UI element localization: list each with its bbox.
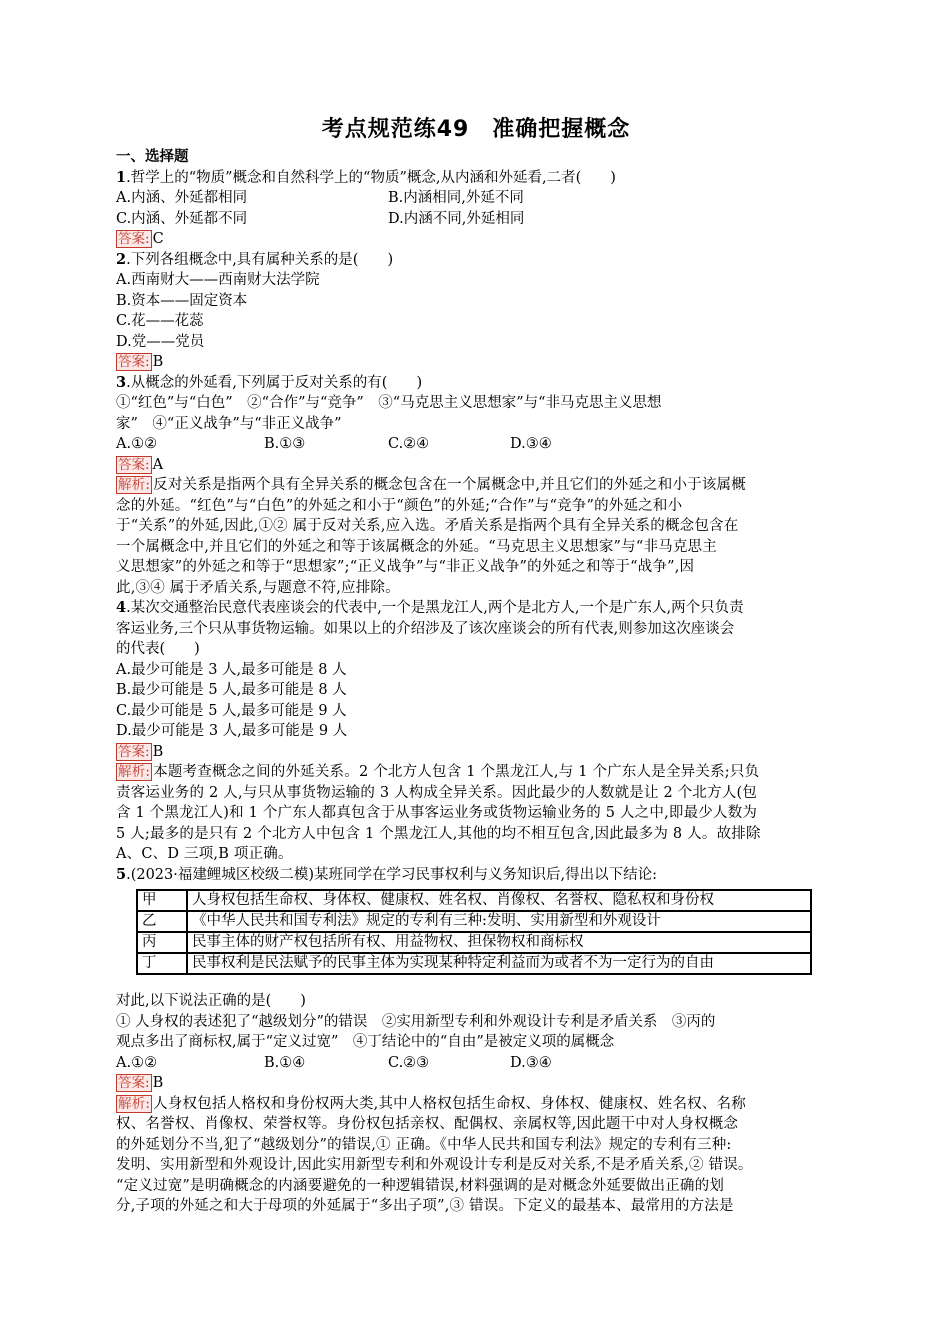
option-a: A.①② — [116, 436, 158, 452]
question-1-stem — [116, 168, 836, 189]
row-value: 民事权利是民法赋予的民事主体为实现某种特定利益而为或者不为一定行为的自由 — [187, 953, 811, 974]
table-row — [137, 932, 811, 953]
option-c: C.花——花蕊 — [116, 313, 204, 329]
table-row — [137, 911, 811, 932]
analysis-line: 于“关系”的外延,因此,①② 属于反对关系,应入选。矛盾关系是指两个具有全异关系的概念包含在 — [116, 518, 739, 534]
analysis-tag: 解析: — [118, 1095, 151, 1112]
question-text: .哲学上的“物质”概念和自然科学上的“物质”概念,从内涵和外延看,二者( ) — [126, 169, 616, 186]
option-c: C.最少可能是 5 人,最多可能是 9 人 — [116, 702, 347, 719]
question-text: .从概念的外延看,下列属于反对关系的有( ) — [126, 374, 423, 391]
question-1-options-row1 — [116, 188, 836, 209]
answer-value: C — [152, 231, 164, 247]
option-c: C.内涵、外延都不同 — [116, 210, 248, 227]
question-1-answer — [116, 229, 836, 250]
question-5-options — [116, 1053, 836, 1074]
row-key: 丙 — [137, 932, 187, 953]
option-c: C.②④ — [388, 436, 430, 452]
question-3-answer — [116, 455, 836, 476]
option-d: D.党——党员 — [116, 333, 205, 350]
question-5-items-line1: ① 人身权的表述犯了“越级划分”的错误 ②实用新型专利和外观设计专利是矛盾关系 ③丙的 — [116, 1013, 716, 1030]
analysis-tag: 解析: — [118, 764, 151, 780]
question-5-ask: 对此,以下说法正确的是( ) — [116, 993, 306, 1009]
answer-tag: 答案: — [118, 231, 150, 247]
option-d: D.内涵不同,外延相同 — [388, 210, 525, 227]
analysis-tag: 解析: — [118, 477, 151, 493]
option-d: D.③④ — [510, 436, 552, 452]
question-3-analysis — [116, 475, 836, 598]
row-key: 乙 — [137, 911, 187, 932]
conclusions-table — [136, 889, 812, 975]
analysis-line: A、C、D 三项,B 项正确。 — [116, 846, 293, 862]
analysis-text: 本题考查概念之间的外延关系。2 个北方人包含 1 个黑龙江人,与 1 个广东人是全异关系;只负 — [153, 764, 760, 780]
question-1-options-row2 — [116, 209, 836, 230]
analysis-line: 义思想家”的外延之和等于“思想家”;“正义战争”与“非正义战争”的外延之和等于“战争”,因 — [116, 559, 695, 575]
option-b: B.最少可能是 5 人,最多可能是 8 人 — [116, 682, 347, 698]
question-3-stem — [116, 373, 836, 394]
row-value: 《中华人民共和国专利法》规定的专利有三种:发明、实用新型和外观设计 — [187, 911, 811, 932]
answer-tag: 答案: — [118, 456, 150, 473]
row-key: 甲 — [137, 890, 187, 911]
answer-value: A — [152, 456, 164, 473]
option-d: D.最少可能是 3 人,最多可能是 9 人 — [116, 723, 348, 739]
question-5-answer — [116, 1073, 836, 1094]
answer-tag: 答案: — [118, 1075, 150, 1091]
option-a: A.内涵、外延都相同 — [116, 190, 248, 206]
analysis-line: 权、名誉权、肖像权、荣誉权等。身份权包括亲权、配偶权、亲属权等,因此题干中对人身权概念 — [116, 1116, 739, 1132]
question-text: .某次交通整治民意代表座谈会的代表中,一个是黑龙江人,两个是北方人,一个是广东人,两个只负责 — [126, 600, 744, 616]
answer-value: B — [152, 354, 164, 370]
table-row — [137, 953, 811, 974]
question-4-stem — [116, 598, 836, 619]
question-text: .(2023·福建鲤城区校级二模)某班同学在学习民事权利与义务知识后,得出以下结论: — [126, 866, 658, 883]
analysis-line: 责客运业务的 2 人,与只从事货物运输的 3 人构成全异关系。因此最少的人数就是让 2 个北方人(包 — [116, 784, 758, 801]
question-4-answer — [116, 742, 836, 763]
question-4-stem-line3: 的代表( ) — [116, 641, 200, 657]
table-row — [137, 890, 811, 911]
analysis-line: 一个属概念中,并且它们的外延之和等于该属概念的外延。“马克思主义思想家”与“非马克思主 — [116, 538, 717, 555]
analysis-line: 的外延划分不当,犯了“越级划分”的错误,① 正确。《中华人民共和国专利法》规定的专利有三种: — [116, 1136, 732, 1153]
question-3-items-line2: 家” ④“正义战争”与“非正义战争” — [116, 415, 342, 432]
answer-value: B — [152, 1075, 164, 1091]
analysis-line: 发明、实用新型和外观设计,因此实用新型专利和外观设计专利是反对关系,不是矛盾关系,② 错误。 — [116, 1157, 753, 1173]
option-b: B.①④ — [264, 1054, 306, 1071]
row-value: 民事主体的财产权包括所有权、用益物权、担保物权和商标权 — [187, 932, 811, 953]
question-number: 4 — [116, 599, 127, 616]
option-a: A.①② — [116, 1054, 158, 1071]
question-number: 3 — [116, 373, 127, 391]
question-5-analysis — [116, 1094, 836, 1217]
question-3-options — [116, 434, 836, 455]
answer-tag: 答案: — [118, 354, 150, 370]
page-title: 考点规范练49 准确把握概念 — [321, 117, 631, 142]
question-text: .下列各组概念中,具有属种关系的是( ) — [126, 251, 394, 268]
analysis-line: 分,子项的外延之和大于母项的外延属于“多出子项”,③ 错误。下定义的最基本、最常用的方法是 — [116, 1198, 734, 1214]
question-number: 1 — [116, 168, 127, 186]
option-b: B.资本——固定资本 — [116, 292, 248, 309]
option-b: B.内涵相同,外延不同 — [388, 190, 524, 206]
analysis-line — [116, 475, 836, 496]
analysis-line: 含 1 个黑龙江人)和 1 个广东人都真包含于从事客运业务或货物运输业务的 5 人之中,即最少人数为 — [116, 805, 758, 821]
option-c: C.②③ — [388, 1054, 430, 1071]
option-a: A.西南财大——西南财大法学院 — [116, 272, 320, 288]
row-key: 丁 — [137, 953, 187, 974]
analysis-line: 念的外延。“红色”与“白色”的外延之和小于“颜色”的外延;“合作”与“竞争”的外延之和小 — [116, 497, 683, 514]
question-5-stem — [116, 865, 836, 886]
answer-tag: 答案: — [118, 743, 150, 760]
analysis-line: 此,③④ 属于矛盾关系,与题意不符,应排除。 — [116, 579, 400, 596]
analysis-line — [116, 1094, 836, 1115]
document-page — [116, 112, 836, 1217]
answer-value: B — [152, 743, 164, 760]
analysis-line: “定义过宽”是明确概念的内涵要避免的一种逻辑错误,材料强调的是对概念外延要做出正确的划 — [116, 1177, 725, 1194]
analysis-line: 5 人;最多的是只有 2 个北方人中包含 1 个黑龙江人,其他的均不相互包含,因此最多为 8 人。故排除 — [116, 825, 761, 842]
question-4-analysis — [116, 762, 836, 865]
question-2-stem — [116, 250, 836, 271]
option-a: A.最少可能是 3 人,最多可能是 8 人 — [116, 661, 347, 678]
question-2-answer — [116, 352, 836, 373]
section-heading: 一、选择题 — [116, 148, 189, 165]
analysis-text: 反对关系是指两个具有全异关系的概念包含在一个属概念中,并且它们的外延之和小于该属概 — [153, 477, 746, 493]
question-5-items-line2: 观点多出了商标权,属于“定义过宽” ④丁结论中的“自由”是被定义项的属概念 — [116, 1034, 615, 1050]
question-number: 2 — [116, 250, 127, 268]
analysis-line — [116, 762, 836, 783]
question-4-stem-line2: 客运业务,三个只从事货物运输。如果以上的介绍涉及了该次座谈会的所有代表,则参加这次座谈会 — [116, 620, 735, 637]
question-3-items-line1: ①“红色”与“白色” ②“合作”与“竞争” ③“马克思主义思想家”与“非马克思主义思想 — [116, 395, 662, 411]
option-d: D.③④ — [510, 1054, 552, 1071]
question-number: 5 — [116, 865, 127, 883]
option-b: B.①③ — [264, 436, 306, 452]
analysis-text: 人身权包括人格权和身份权两大类,其中人格权包括生命权、身体权、健康权、姓名权、名称 — [153, 1095, 746, 1112]
row-value: 人身权包括生命权、身体权、健康权、姓名权、肖像权、名誉权、隐私权和身份权 — [187, 890, 811, 911]
